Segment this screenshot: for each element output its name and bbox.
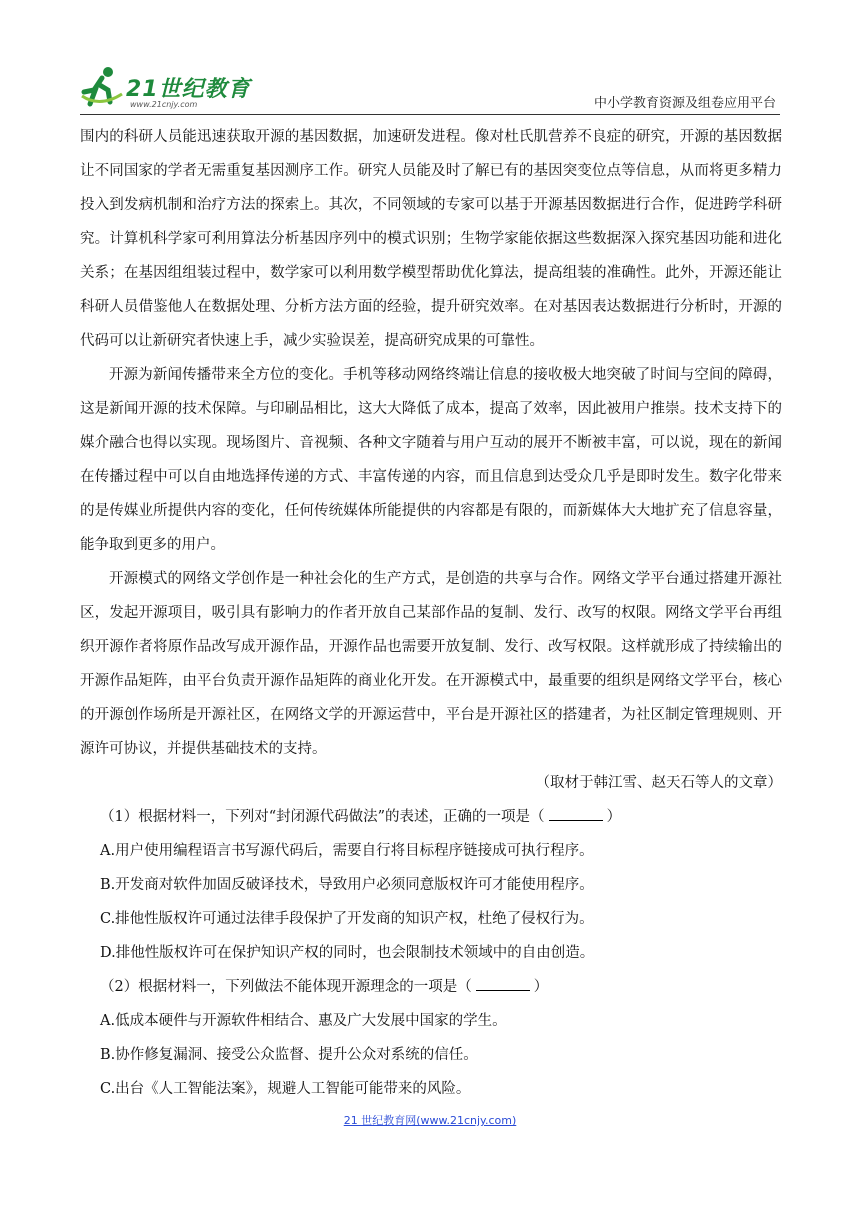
- question-1-option-c: C.排他性版权许可通过法律手段保护了开发商的知识产权，杜绝了侵权行为。: [100, 911, 594, 927]
- paragraph-3: 开源模式的网络文学创作是一种社会化的生产方式，是创造的共享与合作。网络文学平台通过搭建开源社区，发起开源项目，吸引具有影响力的作者开放自己某部作品的复制、发行、改写的权限。网络文学平台再组织开源作者将原作品改写成开源作品，开源作品也需要开放复制、发行、改写权限。这样就形成了持续输出的开源作品矩阵，由平台负责开源作品矩阵的商业化开发。在开源模式中，最重要的组织是网络文学平台，核心的开源创作场所是开源社区，在网络文学的开源运营中，平台是开源社区的搭建者，为社区制定管理规则、开源许可协议，并提供基础技术的支持。: [80, 571, 782, 757]
- footer-link[interactable]: 21 世纪教育网(www.21cnjy.com): [343, 1114, 517, 1127]
- question-1: [80, 800, 782, 834]
- runner-icon: [80, 64, 124, 108]
- question-1-option-b: B.开发商对软件加固反破译技术，导致用户必须同意版权许可才能使用程序。: [100, 877, 594, 893]
- document-body: [80, 120, 782, 1106]
- answer-blank-2[interactable]: [476, 972, 530, 991]
- logo-subtext: www.21cnjy.com: [130, 100, 198, 109]
- question-1-stem: （1）根据材料一，下列对“封闭源代码做法”的表述，正确的一项是（: [100, 809, 545, 825]
- logo: [80, 64, 260, 114]
- question-2-stem-end: ）: [533, 979, 549, 995]
- question-1-option-a: A.用户使用编程语言书写源代码后，需要自行将目标程序链接成可执行程序。: [100, 843, 594, 859]
- question-1-option-d: D.排他性版权许可在保护知识产权的同时，也会限制技术领域中的自由创造。: [100, 945, 595, 961]
- page-footer: [0, 1112, 860, 1128]
- paragraph-2: 开源为新闻传播带来全方位的变化。手机等移动网络终端让信息的接收极大地突破了时间与空间的障碍，这是新闻开源的技术保障。与印刷品相比，这大大降低了成本，提高了效率，因此被用户推崇。技术支持下的媒介融合也得以实现。现场图片、音视频、各种文字随着与用户互动的展开不断被丰富，可以说，现在的新闻在传播过程中可以自由地选择传递的方式、丰富传递的内容，而且信息到达受众几乎是即时发生。数字化带来的是传媒业所提供内容的变化，任何传统媒体所能提供的内容都是有限的，而新媒体大大地扩充了信息容量，能争取到更多的用户。: [80, 367, 782, 553]
- question-2-option-a: A.低成本硬件与开源软件相结合、惠及广大发展中国家的学生。: [100, 1013, 507, 1029]
- question-2-stem: （2）根据材料一，下列做法不能体现开源理念的一项是（: [100, 979, 472, 995]
- answer-blank-1[interactable]: [549, 802, 603, 821]
- logo-text: 21世纪教育: [126, 77, 251, 102]
- source-citation: （取材于韩江雪、赵天石等人的文章）: [535, 775, 782, 791]
- question-2: [80, 970, 782, 1004]
- header-platform-title: 中小学教育资源及组卷应用平台: [593, 96, 776, 111]
- paragraph-1: 围内的科研人员能迅速获取开源的基因数据，加速研发进程。像对杜氏肌营养不良症的研究，开源的基因数据让不同国家的学者无需重复基因测序工作。研究人员能及时了解已有的基因突变位点等信息，从而将更多精力投入到发病机制和治疗方法的探索上。其次，不同领域的专家可以基于开源基因数据进行合作，促进跨学科研究。计算机科学家可利用算法分析基因序列中的模式识别；生物学家能依据这些数据深入探究基因功能和进化关系；在基因组组装过程中，数学家可以利用数学模型帮助优化算法，提高组装的准确性。此外，开源还能让科研人员借鉴他人在数据处理、分析方法方面的经验，提升研究效率。在对基因表达数据进行分析时，开源的代码可以让新研究者快速上手，减少实验误差，提高研究成果的可靠性。: [80, 129, 782, 349]
- question-2-option-c: C.出台《人工智能法案》，规避人工智能可能带来的风险。: [100, 1081, 471, 1097]
- question-1-stem-end: ）: [606, 809, 622, 825]
- question-2-option-b: B.协作修复漏洞、接受公众监督、提升公众对系统的信任。: [100, 1047, 478, 1063]
- page-header: [80, 58, 780, 115]
